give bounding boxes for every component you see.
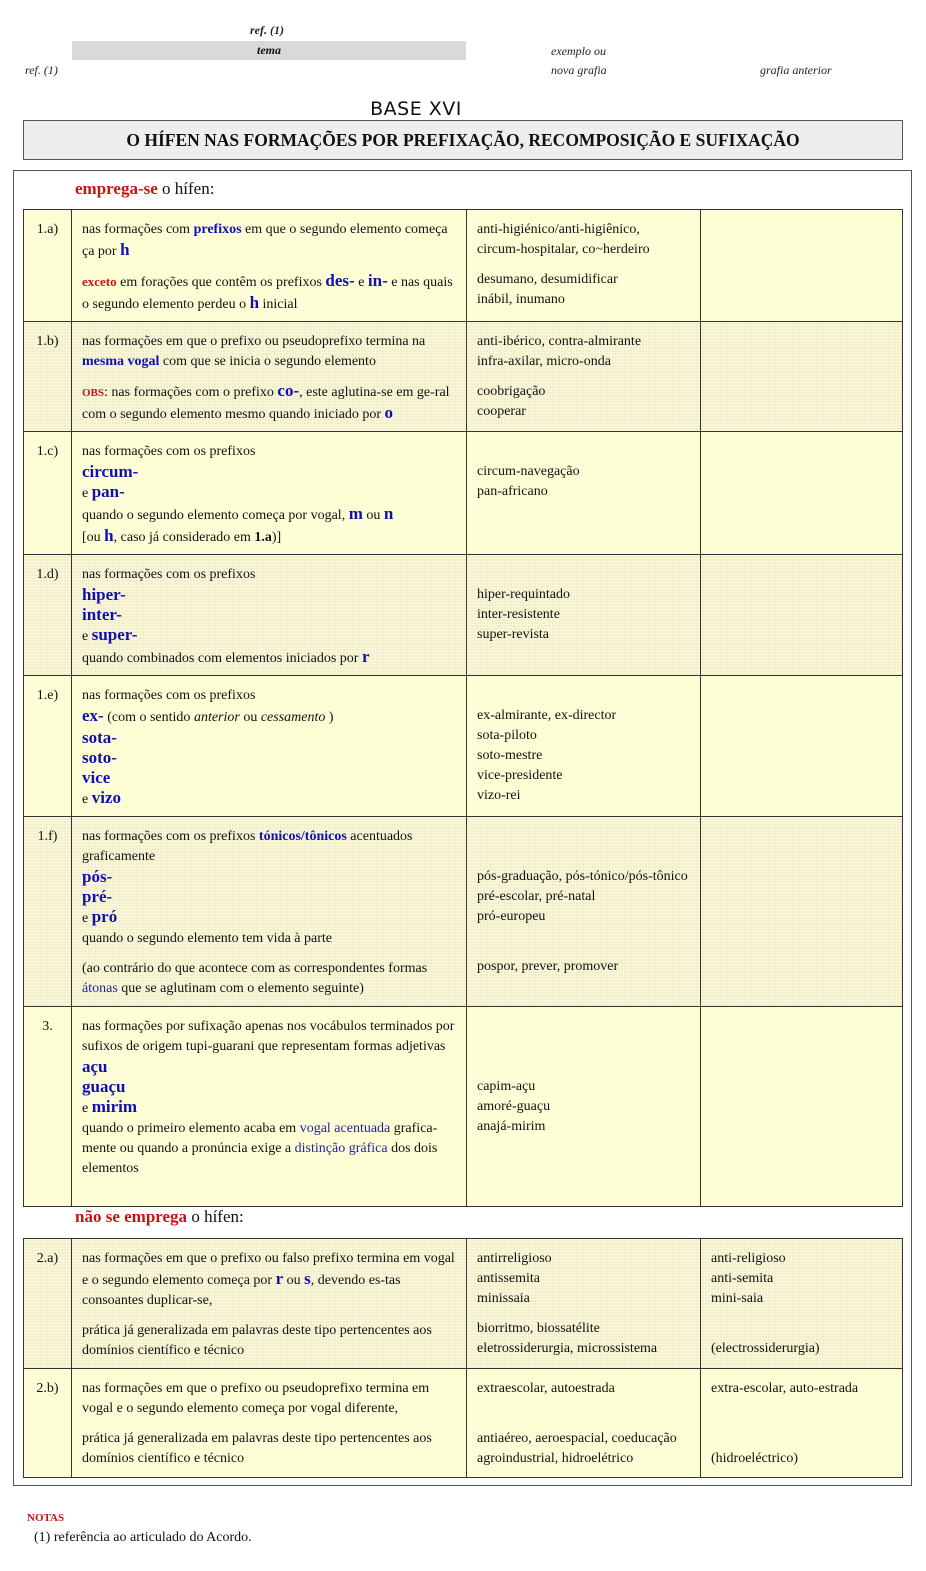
table-row bbox=[24, 1239, 903, 1369]
exemplo-label: exemplo ou bbox=[551, 44, 606, 58]
example-cell: anti-higiénico/anti-higiênico, circum-hospitalar, co~herdeiro desumano, desumidificar inábil, inumano bbox=[467, 210, 701, 322]
anterior-cell bbox=[701, 817, 903, 1007]
anterior-cell: anti-religioso anti-semita mini-saia (electrossiderurgia) bbox=[701, 1239, 903, 1369]
row-ref: 2.b) bbox=[24, 1369, 72, 1478]
section-emprega-rest: o hífen: bbox=[157, 179, 215, 198]
ref-top-label: ref. (1) bbox=[250, 23, 284, 37]
nao-emprega-table bbox=[23, 1238, 903, 1478]
rule-text: nas formações em que o prefixo ou pseudoprefixo termina em vogal e o segundo elemento começa por vogal diferente, prática já generalizada em palavras deste tipo pertencentes aos domínios científico e técnico bbox=[72, 1369, 467, 1478]
section-nao-emprega bbox=[75, 1207, 244, 1227]
anterior-cell bbox=[701, 676, 903, 817]
anterior-cell bbox=[701, 1007, 903, 1207]
row-ref: 3. bbox=[24, 1007, 72, 1207]
anterior-cell bbox=[701, 432, 903, 555]
table-row bbox=[24, 322, 903, 432]
anterior-cell bbox=[701, 555, 903, 676]
example-cell: hiper-requintado inter-resistente super-revista bbox=[467, 555, 701, 676]
rule-text: nas formações com os prefixos ex- (com o sentido anterior ou cessamento ) sota- soto- vice e vizo bbox=[72, 676, 467, 817]
row-ref: 1.c) bbox=[24, 432, 72, 555]
table-row bbox=[24, 1369, 903, 1478]
table-row bbox=[24, 676, 903, 817]
table-row bbox=[24, 1007, 903, 1207]
rule-text: nas formações em que o prefixo ou falso prefixo termina em vogal e o segundo elemento começa por r ou s, devendo es-tas consoantes duplicar-se, prática já generalizada em palavras deste tipo pertencentes aos domínios científico e técnico bbox=[72, 1239, 467, 1369]
example-cell: circum-navegação pan-africano bbox=[467, 432, 701, 555]
main-title: O HÍFEN NAS FORMAÇÕES POR PREFIXAÇÃO, RECOMPOSIÇÃO E SUFIXAÇÃO bbox=[23, 120, 903, 160]
table-row bbox=[24, 210, 903, 322]
section-nao-emprega-rest: o hífen: bbox=[187, 1207, 244, 1226]
rule-text: nas formações com os prefixos tónicos/tônicos acentuados graficamente pós- pré- e pró quando o segundo elemento tem vida à parte (ao contrário do que acontece com as correspondentes formas átonas que se aglutinam com o elemento seguinte) bbox=[72, 817, 467, 1007]
section-emprega-keyword: emprega-se bbox=[75, 179, 158, 198]
example-cell: pós-graduação, pós-tónico/pós-tônico pré-escolar, pré-natal pró-europeu pospor, prever, promover bbox=[467, 817, 701, 1007]
notes-title: NOTAS bbox=[27, 1512, 65, 1524]
base-title: BASE XVI bbox=[370, 98, 462, 120]
example-cell: anti-ibérico, contra-almirante infra-axilar, micro-onda coobrigação cooperar bbox=[467, 322, 701, 432]
example-cell: ex-almirante, ex-director sota-piloto soto-mestre vice-presidente vizo-rei bbox=[467, 676, 701, 817]
row-ref: 1.e) bbox=[24, 676, 72, 817]
table-row bbox=[24, 817, 903, 1007]
example-cell: antirreligioso antissemita minissaia biorritmo, biossatélite eletrossiderurgia, microssistema bbox=[467, 1239, 701, 1369]
rule-text: nas formações com os prefixos hiper- inter- e super- quando combinados com elementos iniciados por r bbox=[72, 555, 467, 676]
row-ref: 1.d) bbox=[24, 555, 72, 676]
row-ref: 1.a) bbox=[24, 210, 72, 322]
example-cell: extraescolar, autoestrada antiaéreo, aeroespacial, coeducação agroindustrial, hidroelétrico bbox=[467, 1369, 701, 1478]
table-row bbox=[24, 555, 903, 676]
section-nao-emprega-keyword: não se emprega bbox=[75, 1207, 188, 1226]
ref-left-label: ref. (1) bbox=[25, 63, 58, 77]
anterior-cell bbox=[701, 322, 903, 432]
anterior-cell: extra-escolar, auto-estrada (hidroeléctrico) bbox=[701, 1369, 903, 1478]
tema-header: tema bbox=[72, 41, 466, 60]
rule-text: nas formações em que o prefixo ou pseudoprefixo termina na mesma vogal com que se inicia o segundo elemento OBS: nas formações com o prefixo co-, este aglutina-se em ge-ral com o segundo elemento mesmo quando iniciado por o bbox=[72, 322, 467, 432]
rule-text: nas formações por sufixação apenas nos vocábulos terminados por sufixos de origem tupi-guarani que representam formas adjetivas açu guaçu e mirim quando o primeiro elemento acaba em vogal acentuada grafica-mente ou quando a pronúncia exige a distinção gráfica dos dois elementos bbox=[72, 1007, 467, 1207]
example-cell: capim-açu amoré-guaçu anajá-mirim bbox=[467, 1007, 701, 1207]
section-emprega bbox=[75, 179, 214, 199]
row-ref: 1.f) bbox=[24, 817, 72, 1007]
row-ref: 1.b) bbox=[24, 322, 72, 432]
grafia-anterior-label: grafia anterior bbox=[760, 63, 832, 77]
rule-text: nas formações com prefixos em que o segundo elemento começa ça por h exceto em forações que contêm os prefixos des- e in- e nas quais o segundo elemento perdeu o h inicial bbox=[72, 210, 467, 322]
note-1: (1) referência ao articulado do Acordo. bbox=[34, 1530, 252, 1545]
anterior-cell bbox=[701, 210, 903, 322]
emprega-table bbox=[23, 209, 903, 1207]
nova-grafia-label: nova grafia bbox=[551, 63, 607, 77]
row-ref: 2.a) bbox=[24, 1239, 72, 1369]
table-row bbox=[24, 432, 903, 555]
rule-text: nas formações com os prefixos circum- e pan- quando o segundo elemento começa por vogal, m ou n [ou h, caso já considerado em 1.a)] bbox=[72, 432, 467, 555]
